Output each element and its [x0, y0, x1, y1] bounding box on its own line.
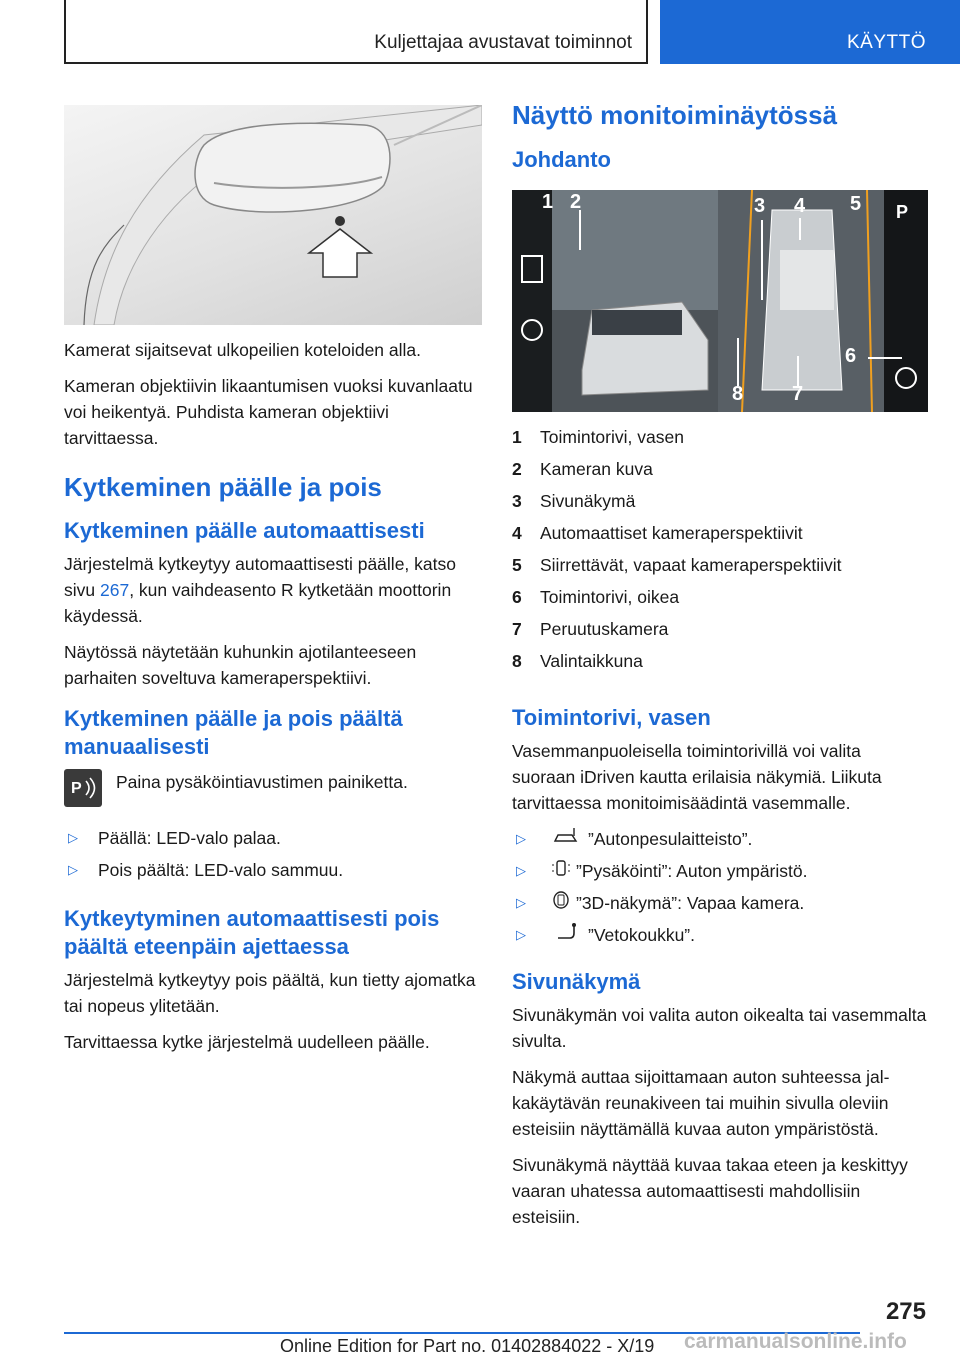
paragraph-side-2: Näkymä auttaa sijoittamaan auton suhteessa jalkakäytävän reunakiveen tai muihin sivulla oleviin esteisiin näyttämällä kuvaa auton ympäristöstä.	[512, 1067, 890, 1139]
edition-text: Online Edition for Part no. 01402884022 - X/19	[280, 1336, 655, 1356]
legend-number: 4	[512, 523, 522, 543]
legend-item	[512, 648, 928, 680]
legend-text: Toimintorivi, vasen	[540, 427, 684, 447]
heading-on-off: Kytkeminen päälle ja pois	[64, 472, 382, 502]
heading-auto-on: Kytkeminen päälle automaattisesti	[64, 518, 425, 543]
heading-display: Näyttö monitoiminäytössä	[512, 100, 838, 130]
legend-text: Sivunäkymä	[540, 491, 636, 511]
screen-label-1: 1	[542, 191, 554, 213]
screen-label-8: 8	[732, 383, 744, 405]
3d-view-icon	[552, 890, 570, 910]
tow-hook-icon	[552, 922, 582, 942]
bullet-on	[64, 825, 482, 851]
paragraph-lens: Kameran objektiivin likaantumisen vuoksi kuvanlaatu voi heikentyä. Puhdista kameran objektiivi tarvittaessa.	[64, 376, 473, 448]
paragraph-auto-off: Järjestelmä kytkeytyy pois päältä, kun tietty ajomatka tai nopeus ylitetään.	[64, 970, 476, 1016]
auto-on-text-a: Järjestelmä kytkeytyy automaattisesti päälle, katso sivu	[64, 554, 456, 600]
legend-text: Toimintorivi, oikea	[540, 587, 680, 607]
bullet-parking	[512, 858, 928, 884]
bullet-text: Päällä: LED-valo palaa.	[98, 828, 281, 848]
triangle-bullet-icon: ▷	[516, 927, 526, 942]
legend-item	[512, 552, 928, 584]
park-assist-button-icon	[64, 769, 102, 807]
right-column	[512, 100, 928, 1240]
screen-label-7: 7	[792, 383, 804, 405]
triangle-bullet-icon: ▷	[68, 862, 78, 877]
chapter-tab-label: KÄYTTÖ	[846, 32, 926, 53]
bullet-3d	[512, 890, 928, 916]
parking-view-icon	[552, 858, 570, 878]
legend-number: 5	[512, 555, 522, 575]
car-wash-icon	[552, 826, 582, 846]
watermark: carmanualsonline.info	[684, 1330, 907, 1353]
caption-mirror: Kamerat sijaitsevat ulkopeilien koteloiden alla.	[64, 340, 422, 360]
paragraph-left-bar: Vasemmanpuoleisella toimintorivillä voi valita suoraan iDriven kautta erilaisia näkymiä. Liikuta tarvittaessa monitoimisäädintä vasemmalle.	[512, 741, 882, 813]
screen-label-4: 4	[794, 195, 806, 217]
page-number: 275	[885, 1298, 926, 1325]
chapter-tab	[660, 0, 960, 64]
legend-item	[512, 488, 928, 520]
monitor-illustration	[512, 190, 928, 412]
legend-item	[512, 520, 928, 552]
triangle-bullet-icon: ▷	[516, 831, 526, 846]
legend-number: 1	[512, 427, 522, 447]
paragraph-side-1: Sivunäkymän voi valita auton oikealta tai vasemmalta sivulta.	[512, 1005, 927, 1051]
bullet-carwash	[512, 826, 928, 852]
legend-text: Kameran kuva	[540, 459, 653, 479]
header-box	[64, 0, 648, 64]
screen-label-2: 2	[570, 191, 582, 213]
heading-left-bar: Toimintorivi, vasen	[512, 705, 711, 730]
screen-label-6: 6	[845, 345, 857, 367]
monitor-screenshot	[512, 190, 928, 412]
mirror-camera-illustration	[64, 105, 482, 325]
triangle-bullet-icon: ▷	[516, 895, 526, 910]
mirror-camera-photo	[64, 105, 482, 325]
bullet-text: ”Pysäköinti”: Auton ympäristö.	[576, 861, 808, 881]
bullet-off	[64, 857, 482, 883]
legend-number: 2	[512, 459, 522, 479]
bullet-text: ”3D-näkymä”: Vapaa kamera.	[576, 893, 805, 913]
bullet-text: Pois päältä: LED-valo sammuu.	[98, 860, 344, 880]
legend-number: 3	[512, 491, 522, 511]
screen-label-5: 5	[850, 193, 862, 215]
svg-text:P: P	[896, 202, 909, 222]
paragraph-reactivate: Tarvittaessa kytke järjestelmä uudelleen päälle.	[64, 1032, 430, 1052]
triangle-bullet-icon: ▷	[68, 830, 78, 845]
legend-number: 8	[512, 651, 522, 671]
heading-manual: Kytkeminen päälle ja pois päältä manuaalisesti	[64, 706, 403, 759]
auto-on-text-b: , kun vaihdeasento R kytketään moottorin käydessä.	[64, 580, 452, 626]
legend-item	[512, 584, 928, 616]
page-link-267[interactable]: 267	[99, 580, 130, 600]
legend-text: Siirrettävät, vapaat kameraperspektiivit	[540, 555, 842, 575]
legend-number: 6	[512, 587, 522, 607]
bullet-text: ”Autonpesulaitteisto”.	[588, 829, 753, 849]
heading-intro: Johdanto	[512, 147, 611, 172]
screen-label-3: 3	[754, 195, 766, 217]
paragraph-side-3: Sivunäkymä näyttää kuvaa takaa eteen ja keskittyy vaaran uhatessa automaattisesti mahdollisiin esteisiin.	[512, 1155, 908, 1227]
legend-item	[512, 456, 928, 488]
legend-list	[512, 424, 928, 680]
legend-item	[512, 424, 928, 456]
heading-side-view: Sivunäkymä	[512, 969, 641, 994]
svg-text:P: P	[71, 780, 82, 797]
section-title: Kuljettajaa avustavat toiminnot	[374, 32, 632, 53]
legend-text: Valintaikkuna	[540, 651, 643, 671]
legend-text: Peruutuskamera	[540, 619, 669, 639]
bullet-towbar	[512, 922, 928, 948]
legend-item	[512, 616, 928, 648]
legend-text: Automaattiset kameraperspektiivit	[540, 523, 803, 543]
legend-number: 7	[512, 619, 522, 639]
manual-text: Paina pysäköintiavustimen painiketta.	[116, 772, 408, 792]
paragraph-auto-perspective: Näytössä näytetään kuhunkin ajotilanteeseen parhaiten soveltuva kameraperspektiivi.	[64, 642, 417, 688]
triangle-bullet-icon: ▷	[516, 863, 526, 878]
heading-auto-off: Kytkeytyminen automaattisesti pois päältä eteenpäin ajettaessa	[64, 906, 440, 959]
paragraph-auto-on	[64, 551, 482, 629]
bullet-text: ”Vetokoukku”.	[588, 925, 695, 945]
left-column	[64, 105, 482, 1065]
manual-instruction	[64, 769, 482, 807]
